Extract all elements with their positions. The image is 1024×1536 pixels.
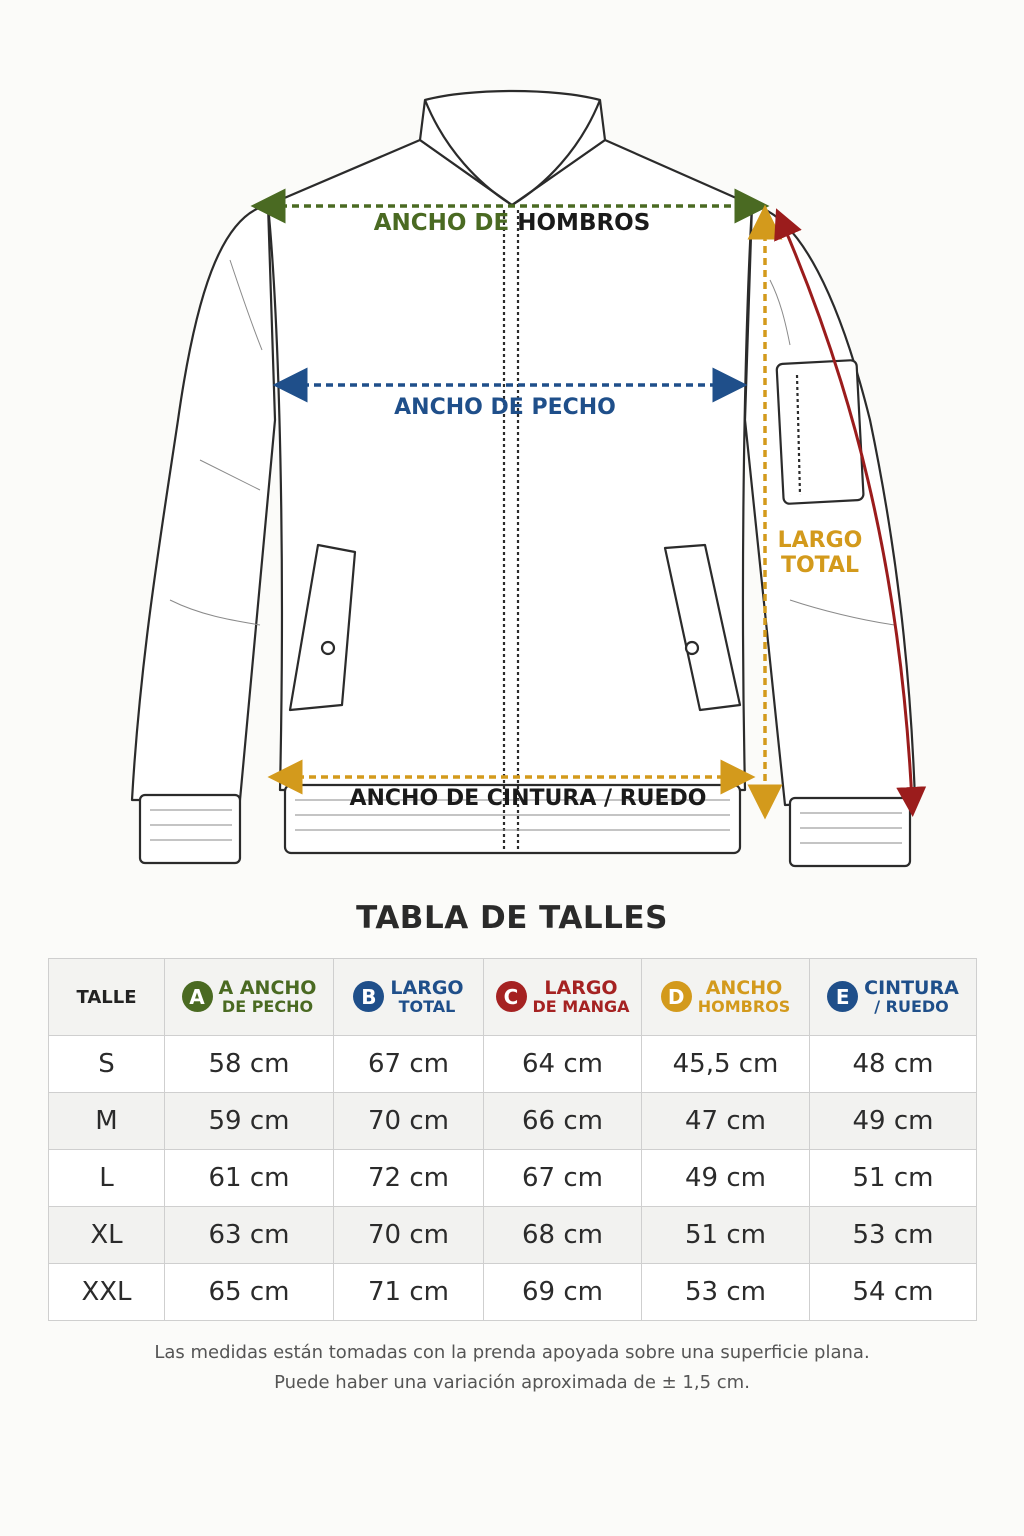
column-title-line2: TOTAL: [398, 996, 456, 1016]
measure-cell: 51 cm: [642, 1207, 810, 1264]
measure-cell: 45,5 cm: [642, 1036, 810, 1093]
measure-cell: 61 cm: [165, 1150, 334, 1207]
column-title-line2: DE MANGA: [532, 996, 630, 1016]
column-badge-b: B: [353, 981, 384, 1012]
measure-cell: 71 cm: [334, 1264, 484, 1321]
measure-cell: 72 cm: [334, 1150, 484, 1207]
length-label-line2: TOTAL: [780, 553, 860, 578]
waist-label: ANCHO DE CINTURA / RUEDO: [349, 786, 707, 811]
shoulders-label: ANCHO DE HOMBROS: [373, 210, 651, 236]
column-title-line1: ANCHO: [705, 976, 783, 999]
left-sleeve: [132, 205, 275, 800]
footnote: [0, 1338, 1024, 1398]
header-col-a: [165, 959, 334, 1036]
header-col-d: [642, 959, 810, 1036]
column-badge-a: A: [182, 981, 213, 1012]
column-title-line1: LARGO: [390, 976, 464, 999]
column-title-line2: DE PECHO: [221, 996, 314, 1016]
table-header-row: [49, 959, 977, 1036]
column-title-line1: LARGO: [544, 976, 618, 999]
column-badge-d: D: [661, 981, 692, 1012]
measure-cell: 70 cm: [334, 1093, 484, 1150]
table-row: [49, 1093, 977, 1150]
table-row: [49, 1207, 977, 1264]
right-sleeve: [745, 205, 915, 805]
size-cell: S: [49, 1036, 165, 1093]
header-col-c: [484, 959, 642, 1036]
size-cell: M: [49, 1093, 165, 1150]
column-title: [532, 976, 630, 1016]
column-title: [697, 976, 791, 1016]
measure-cell: 65 cm: [165, 1264, 334, 1321]
header-col-e: [810, 959, 977, 1036]
column-title: [218, 976, 317, 1016]
measure-cell: 47 cm: [642, 1093, 810, 1150]
measure-cell: 67 cm: [484, 1150, 642, 1207]
column-badge-e: E: [827, 981, 858, 1012]
size-cell: XL: [49, 1207, 165, 1264]
measure-cell: 64 cm: [484, 1036, 642, 1093]
table-title: TABLA DE TALLES: [356, 900, 668, 936]
table-body: [49, 1036, 977, 1321]
size-table: [48, 958, 977, 1321]
measure-cell: 69 cm: [484, 1264, 642, 1321]
length-label-line1: LARGO: [777, 528, 863, 553]
measure-cell: 51 cm: [810, 1150, 977, 1207]
footnote-line1: Las medidas están tomadas con la prenda apoyada sobre una superficie plana.: [154, 1342, 870, 1363]
column-badge-c: C: [496, 981, 527, 1012]
header-size: TALLE: [49, 959, 165, 1036]
table-row: [49, 1150, 977, 1207]
measure-cell: 67 cm: [334, 1036, 484, 1093]
column-title-line2: / RUEDO: [874, 996, 949, 1016]
column-title: [864, 976, 959, 1016]
size-cell: XXL: [49, 1264, 165, 1321]
right-cuff: [790, 798, 910, 866]
column-title-line1: A ANCHO: [218, 976, 317, 999]
column-title: [390, 976, 464, 1016]
table-row: [49, 1264, 977, 1321]
chest-label: ANCHO DE PECHO: [394, 395, 616, 420]
measure-cell: 49 cm: [810, 1093, 977, 1150]
left-cuff: [140, 795, 240, 863]
measure-cell: 53 cm: [642, 1264, 810, 1321]
size-cell: L: [49, 1150, 165, 1207]
table-row: [49, 1036, 977, 1093]
measure-cell: 63 cm: [165, 1207, 334, 1264]
measure-cell: 53 cm: [810, 1207, 977, 1264]
measure-cell: 68 cm: [484, 1207, 642, 1264]
measure-cell: 66 cm: [484, 1093, 642, 1150]
measure-cell: 70 cm: [334, 1207, 484, 1264]
column-title-line1: CINTURA: [864, 976, 959, 999]
measure-cell: 54 cm: [810, 1264, 977, 1321]
measure-cell: 49 cm: [642, 1150, 810, 1207]
sleeve-pocket: [776, 360, 863, 504]
measure-cell: 48 cm: [810, 1036, 977, 1093]
header-col-b: [334, 959, 484, 1036]
measure-cell: 59 cm: [165, 1093, 334, 1150]
footnote-line2: Puede haber una variación aproximada de ± 1,5 cm.: [274, 1372, 750, 1393]
column-title-line2: HOMBROS: [697, 996, 791, 1016]
measure-cell: 58 cm: [165, 1036, 334, 1093]
